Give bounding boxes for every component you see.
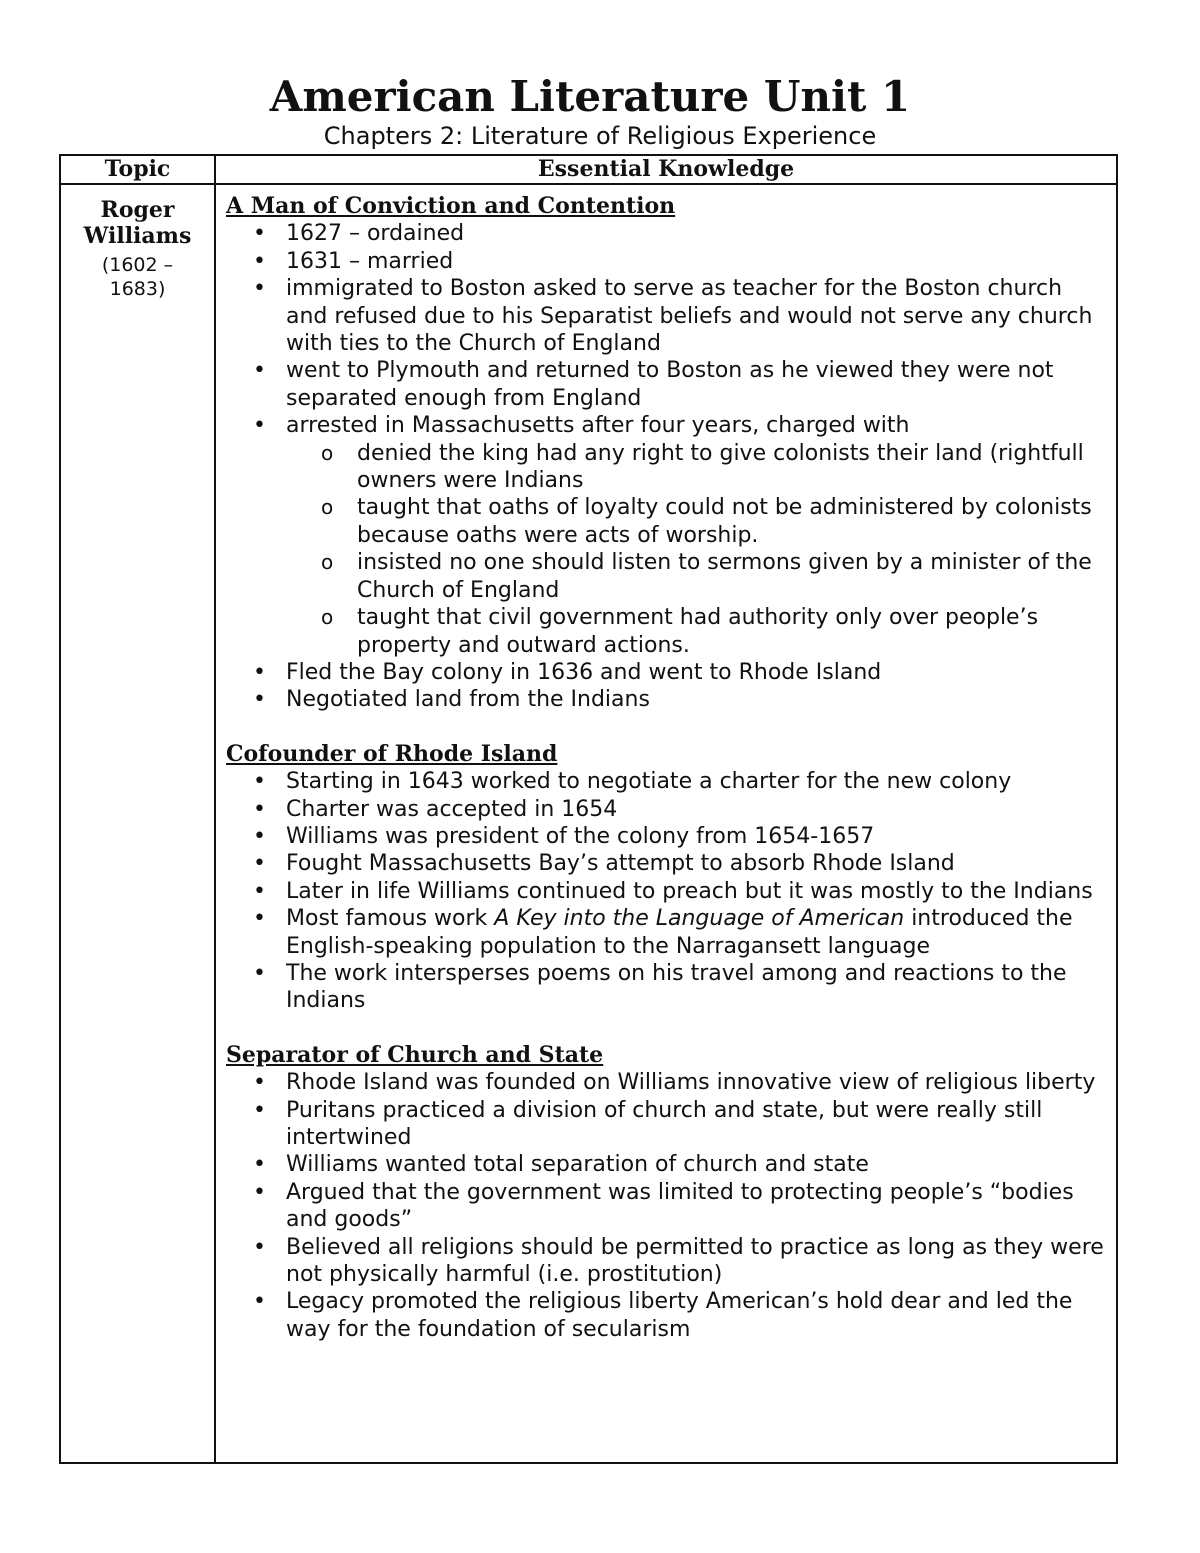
sub-list-item-text: denied the king had any right to give colonists their land (rightfull owners were Indians xyxy=(357,440,1084,494)
sub-bullet-list xyxy=(286,440,1106,659)
topic-name: Roger Williams xyxy=(83,197,192,249)
bullet-icon: • xyxy=(253,276,266,302)
bullet-icon: • xyxy=(253,796,266,822)
bullet-icon: • xyxy=(253,358,266,384)
topic-cell xyxy=(60,184,215,1463)
bullet-list xyxy=(226,1069,1106,1343)
list-item xyxy=(253,248,1106,275)
list-item xyxy=(253,905,1106,960)
list-item xyxy=(253,357,1106,412)
list-item xyxy=(253,220,1106,247)
bullet-list xyxy=(226,768,1106,1015)
bullet-icon: • xyxy=(253,1179,266,1205)
list-item xyxy=(253,659,1106,686)
topic-dates: (1602 – 1683) xyxy=(101,254,174,300)
list-item-text: Most famous work xyxy=(286,906,495,932)
list-item xyxy=(253,275,1106,357)
list-item xyxy=(253,796,1106,823)
sub-list-item xyxy=(321,549,1106,604)
bullet-icon: • xyxy=(253,413,266,439)
list-item-text: Williams was president of the colony from 1654-1657 xyxy=(286,823,875,849)
list-item-text: The work intersperses poems on his travel among and reactions to the Indians xyxy=(286,960,1067,1014)
bullet-icon: • xyxy=(253,1070,266,1096)
bullet-icon: • xyxy=(253,769,266,795)
list-item-text: Later in life Williams continued to preach but it was mostly to the Indians xyxy=(286,878,1093,904)
sub-list-item-text: taught that civil government had authority only over people’s property and outward actions. xyxy=(357,605,1039,658)
bullet-icon: • xyxy=(253,687,266,713)
circle-bullet-icon: o xyxy=(321,495,334,520)
table-row xyxy=(60,184,1117,1463)
bullet-list xyxy=(226,220,1106,713)
circle-bullet-icon: o xyxy=(321,605,334,630)
list-item-text: immigrated to Boston asked to serve as teacher for the Boston church and refused due to his Separatist beliefs and would not serve any church with ties to the Church of England xyxy=(286,276,1093,357)
list-item xyxy=(253,1097,1106,1152)
circle-bullet-icon: o xyxy=(321,550,334,575)
list-item xyxy=(253,1151,1106,1178)
list-item-text: 1627 – ordained xyxy=(286,221,465,247)
bullet-icon: • xyxy=(253,1097,266,1123)
essential-knowledge-header: Essential Knowledge xyxy=(215,155,1117,184)
list-item xyxy=(253,686,1106,713)
topic-header: Topic xyxy=(60,155,215,184)
bullet-icon: • xyxy=(253,851,266,877)
bullet-icon: • xyxy=(253,960,266,986)
document-title: American Literature Unit 1 xyxy=(269,72,911,121)
bullet-icon: • xyxy=(253,823,266,849)
section-conviction xyxy=(226,193,1106,714)
list-item-text: introduced the English-speaking population to the Narragansett language xyxy=(286,906,1073,959)
sub-list-item xyxy=(321,604,1106,659)
section-heading: Cofounder of Rhode Island xyxy=(226,740,558,767)
list-item-text: Charter was accepted in 1654 xyxy=(286,796,618,822)
list-item xyxy=(253,850,1106,877)
list-item-text: Fled the Bay colony in 1636 and went to Rhode Island xyxy=(286,659,882,685)
essential-knowledge-cell xyxy=(215,184,1117,1463)
bullet-icon: • xyxy=(253,248,266,274)
section-heading: Separator of Church and State xyxy=(226,1041,604,1068)
list-item-text: Legacy promoted the religious liberty American’s hold dear and led the way for the foundation of secularism xyxy=(286,1289,1073,1342)
list-item xyxy=(253,878,1106,905)
sub-list-item xyxy=(321,494,1106,549)
list-item xyxy=(253,1288,1106,1343)
list-item-text: 1631 – married xyxy=(286,248,454,274)
list-item-text: Rhode Island was founded on Williams innovative view of religious liberty xyxy=(286,1070,1096,1096)
list-item-text: went to Plymouth and returned to Boston as he viewed they were not separated enough from England xyxy=(286,358,1054,411)
bullet-icon: • xyxy=(253,906,266,932)
knowledge-table xyxy=(59,154,1118,1464)
list-item-text: Believed all religions should be permitted to practice as long as they were not physically harmful (i.e. prostitution) xyxy=(286,1234,1104,1288)
book-title: A Key into the Language of American xyxy=(494,906,905,932)
bullet-icon: • xyxy=(253,659,266,685)
list-item xyxy=(253,1069,1106,1096)
list-item xyxy=(253,1234,1106,1289)
list-item xyxy=(253,768,1106,795)
section-cofounder xyxy=(226,741,1106,1015)
list-item xyxy=(253,1179,1106,1234)
bullet-icon: • xyxy=(253,1289,266,1315)
circle-bullet-icon: o xyxy=(321,440,334,465)
sub-list-item-text: taught that oaths of loyalty could not be administered by colonists because oaths were acts of worship. xyxy=(357,495,1092,548)
bullet-icon: • xyxy=(253,221,266,247)
section-heading: A Man of Conviction and Contention xyxy=(226,193,676,219)
bullet-icon: • xyxy=(253,1152,266,1178)
list-item-text: Williams wanted total separation of church and state xyxy=(286,1152,869,1178)
list-item xyxy=(253,823,1106,850)
list-item-text: Fought Massachusetts Bay’s attempt to absorb Rhode Island xyxy=(286,851,955,877)
list-item-text: Argued that the government was limited to protecting people’s “bodies and goods” xyxy=(286,1179,1074,1233)
bullet-icon: • xyxy=(253,1234,266,1260)
document-subtitle: Chapters 2: Literature of Religious Experience xyxy=(323,122,877,150)
sub-list-item-text: insisted no one should listen to sermons given by a minister of the Church of England xyxy=(357,550,1092,603)
table-header-row xyxy=(60,155,1117,184)
list-item-text: arrested in Massachusetts after four years, charged with xyxy=(286,413,910,439)
list-item xyxy=(253,960,1106,1015)
list-item-text: Puritans practiced a division of church and state, but were really still intertwined xyxy=(286,1097,1043,1150)
bullet-icon: • xyxy=(253,878,266,904)
list-item-text: Negotiated land from the Indians xyxy=(286,687,650,713)
sub-list-item xyxy=(321,440,1106,495)
list-item xyxy=(253,412,1106,659)
section-separator xyxy=(226,1042,1106,1343)
list-item-text: Starting in 1643 worked to negotiate a charter for the new colony xyxy=(286,769,1012,795)
